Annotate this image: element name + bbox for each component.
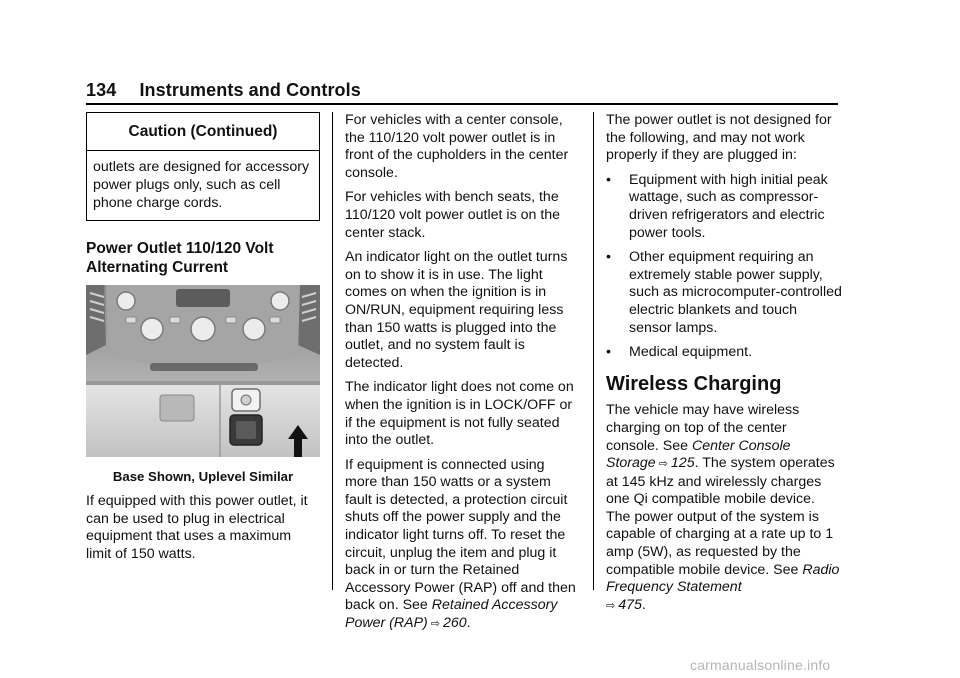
header-rule (86, 103, 838, 105)
paragraph-protection-circuit: If equipment is connected using more than 150 watts or a system fault is detected, a protection circuit shuts off the power supply and the indicator light turns off. To reset the circuit, unplug the item and plug it back in or turn the Retained Accessory Power (RAP) off and then back on. See Retained Accessory Power (RAP) ⇨ 260. (345, 456, 576, 632)
bullet-icon: • (606, 249, 611, 266)
page-ref-icon: ⇨ (430, 618, 440, 631)
list-item: • Other equipment requiring an extremely stable power supply, such as microcomputer-controlled electric blankets and touch sensor lamps. (606, 249, 842, 336)
page-ref-icon: ⇨ (658, 458, 668, 471)
rap-link[interactable]: Retained Accessory Power (RAP) (345, 597, 558, 632)
rap-page-number[interactable]: 260 (443, 615, 467, 632)
outlet-figure (86, 285, 320, 457)
power-outlet-heading: Power Outlet 110/120 Volt Alternating Current (86, 239, 274, 276)
caution-title: Caution (Continued) (87, 113, 319, 151)
column-1 (86, 112, 320, 571)
column-3 (606, 112, 842, 622)
caution-box (86, 112, 320, 221)
equipment-list (606, 172, 842, 362)
wireless-charging-paragraph: The vehicle may have wireless charging on top of the center console. See Center Console Storage ⇨ 125. The system operates at 145 kHz and wirelessly charges one Qi compatible mobile device. The power output of the system is capable of charging at a rate up to 1 amp (5W), as requested by the compatible mobile device. See Radio Frequency Statement ⇨ 475. (606, 402, 840, 613)
center-console-storage-link[interactable]: Center Console Storage (606, 437, 791, 472)
paragraph-indicator-off: The indicator light does not come on when the ignition is in LOCK/OFF or if the equipment is not fully seated into the outlet. (345, 379, 574, 449)
watermark: carmanualsonline.info (690, 657, 831, 673)
column-divider-1 (332, 112, 333, 590)
not-designed-intro: The power outlet is not designed for the following, and may not work properly if they are plugged in: (606, 112, 832, 164)
bullet-icon: • (606, 171, 611, 188)
dashboard-illustration (86, 285, 320, 457)
bullet-icon: • (606, 344, 611, 361)
page-ref-icon: ⇨ (606, 599, 616, 612)
column-divider-2 (593, 112, 594, 590)
list-item: • Equipment with high initial peak wattage, such as compressor-driven refrigerators and electric power tools. (606, 171, 828, 241)
column-2 (345, 112, 579, 641)
wireless-charging-heading: Wireless Charging (606, 372, 782, 395)
page-header (86, 80, 838, 101)
page-number: 134 (86, 80, 117, 100)
paragraph-indicator-on: An indicator light on the outlet turns on to show it is in use. The light comes on when the ignition is in ON/RUN, equipment requiring less than 150 watts is plugged into the outlet, and no system fault is detected. (345, 249, 568, 371)
caution-body: outlets are designed for accessory power plugs only, such as cell phone charge cords. (93, 158, 310, 211)
radio-frequency-link[interactable]: Radio Frequency Statement (606, 561, 840, 596)
rf-page-number[interactable]: 475 (618, 596, 642, 613)
figure-caption: Base Shown, Uplevel Similar (112, 468, 294, 484)
list-item: • Medical equipment. (606, 344, 753, 361)
paragraph-center-console: For vehicles with a center console, the 110/120 volt power outlet is in front of the cupholders in the center console. (345, 112, 569, 181)
paragraph-bench-seats: For vehicles with bench seats, the 110/120 volt power outlet is on the center stack. (345, 189, 561, 241)
section-title: Instruments and Controls (139, 80, 361, 100)
storage-page-number[interactable]: 125 (670, 455, 695, 472)
outlet-description: If equipped with this power outlet, it can be used to plug in electrical equipment that uses a maximum limit of 150 watts. (86, 493, 308, 562)
